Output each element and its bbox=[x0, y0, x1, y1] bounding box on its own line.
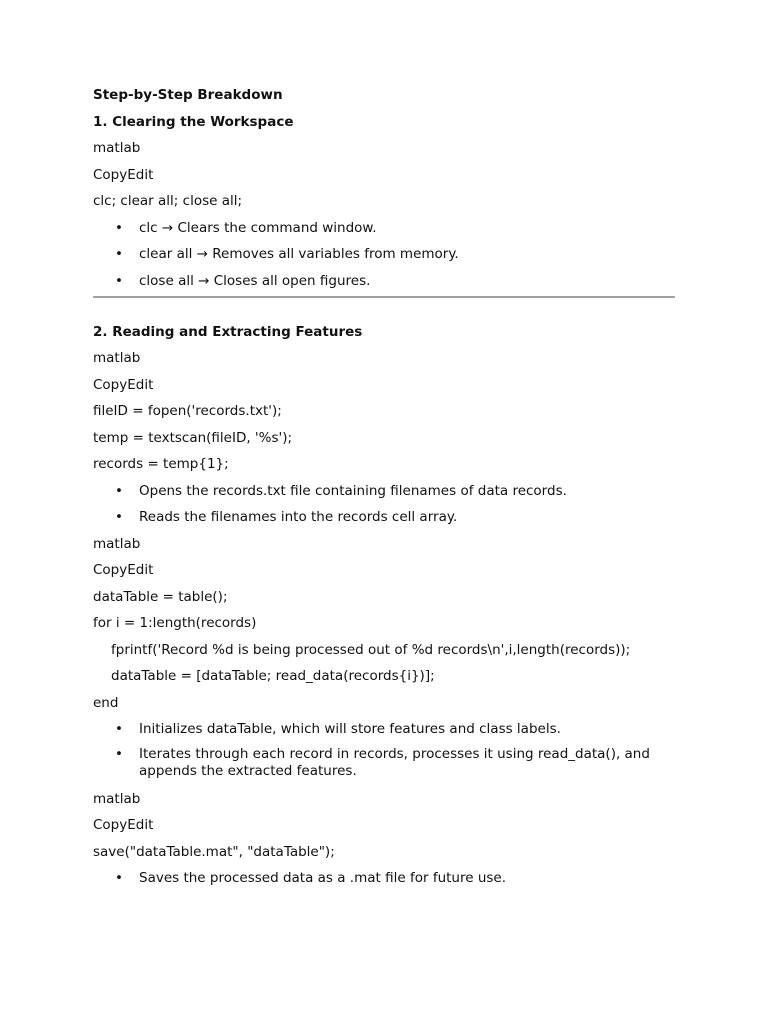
code-line: for i = 1:length(records) bbox=[93, 615, 257, 631]
list-item bbox=[93, 719, 675, 746]
section-heading: 1. Clearing the Workspace bbox=[93, 113, 294, 130]
list-item bbox=[93, 746, 675, 782]
list-item-text: close all → Closes all open figures. bbox=[139, 272, 371, 289]
list-item-text: clc → Clears the command window. bbox=[139, 219, 377, 236]
bullet-icon: • bbox=[115, 745, 123, 762]
code-line: records = temp{1}; bbox=[93, 456, 229, 472]
list-item bbox=[93, 507, 675, 534]
list-item bbox=[93, 271, 675, 291]
code-line: temp = textscan(fileID, '%s'); bbox=[93, 429, 293, 446]
horizontal-divider bbox=[93, 296, 675, 298]
bullet-icon: • bbox=[115, 721, 123, 737]
copy-edit-label[interactable]: CopyEdit bbox=[93, 817, 154, 833]
bullet-icon: • bbox=[115, 246, 123, 262]
code-line: clc; clear all; close all; bbox=[93, 193, 243, 209]
code-line: save("dataTable.mat", "dataTable"); bbox=[93, 843, 335, 860]
code-line: dataTable = table(); bbox=[93, 588, 228, 605]
code-language-label: matlab bbox=[93, 140, 141, 156]
code-language-label: matlab bbox=[93, 790, 141, 807]
list-item bbox=[93, 218, 675, 245]
bullet-icon: • bbox=[115, 482, 123, 499]
list-item-text: Opens the records.txt file containing filenames of data records. bbox=[139, 482, 567, 499]
copy-edit-label[interactable]: CopyEdit bbox=[93, 562, 154, 578]
bullet-icon: • bbox=[115, 219, 123, 236]
bullet-icon: • bbox=[115, 870, 123, 886]
code-line: end bbox=[93, 694, 119, 711]
list-item-text: Initializes dataTable, which will store features and class labels. bbox=[139, 721, 561, 737]
section-heading: 2. Reading and Extracting Features bbox=[93, 323, 363, 340]
code-line: dataTable = [dataTable; read_data(records{i})]; bbox=[111, 668, 435, 684]
list-item bbox=[93, 244, 675, 271]
list-item-text: Reads the filenames into the records cell array. bbox=[139, 509, 458, 525]
list-item-text: Saves the processed data as a .mat file for future use. bbox=[139, 870, 507, 886]
document-page bbox=[93, 85, 675, 895]
bullet-icon: • bbox=[115, 272, 123, 289]
list-item-text: Iterates through each record in records, processes it using read_data(), and appends the extracted features. bbox=[139, 745, 650, 779]
code-line: fprintf('Record %d is being processed out of %d records\n',i,length(records)); bbox=[111, 641, 631, 658]
code-language-label: matlab bbox=[93, 350, 141, 366]
list-item bbox=[93, 481, 675, 508]
bullet-icon: • bbox=[115, 509, 123, 525]
copy-edit-label[interactable]: CopyEdit bbox=[93, 166, 154, 183]
code-language-label: matlab bbox=[93, 535, 141, 552]
list-item-text: clear all → Removes all variables from memory. bbox=[139, 246, 459, 262]
list-item bbox=[93, 868, 675, 895]
document-title: Step-by-Step Breakdown bbox=[93, 87, 283, 103]
code-line: fileID = fopen('records.txt'); bbox=[93, 403, 282, 419]
copy-edit-label[interactable]: CopyEdit bbox=[93, 376, 154, 393]
